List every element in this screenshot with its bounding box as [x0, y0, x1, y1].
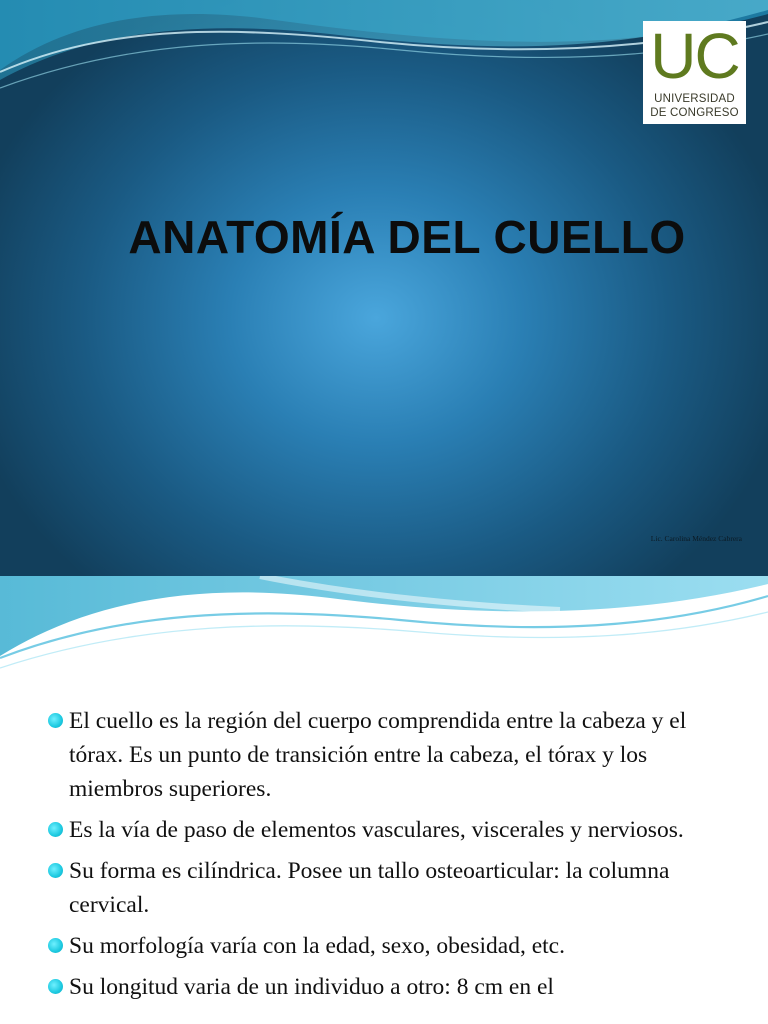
bullet-dot-icon	[48, 863, 63, 878]
bullet-dot-icon	[48, 979, 63, 994]
bullet-dot-icon	[48, 822, 63, 837]
list-item	[48, 813, 738, 847]
logo-line-1: UNIVERSIDAD	[654, 93, 735, 105]
bullet-dot-icon	[48, 713, 63, 728]
list-item	[48, 854, 738, 922]
bullet-list	[48, 704, 738, 1011]
slide-title: ANATOMÍA DEL CUELLO	[128, 211, 686, 263]
bullet-text: Es la vía de paso de elementos vasculares, viscerales y nerviosos.	[69, 817, 684, 843]
bullet-text: Su morfología varía con la edad, sexo, obesidad, etc.	[69, 933, 565, 959]
content-slide	[0, 576, 768, 1024]
bullet-text: Su forma es cilíndrica. Posee un tallo osteoarticular: la columna cervical.	[69, 858, 670, 918]
bullet-text: Su longitud varia de un individuo a otro: 8 cm en el	[69, 974, 554, 1000]
university-logo	[643, 21, 746, 124]
bullet-text: El cuello es la región del cuerpo comprendida entre la cabeza y el tórax. Es un punto de transición entre la cabeza, el tórax y los miembros superiores.	[69, 708, 687, 802]
logo-line-2: DE CONGRESO	[650, 107, 739, 119]
author-credit: Lic. Carolina Méndez Cabrera	[650, 534, 742, 543]
decorative-waves	[0, 576, 768, 686]
list-item	[48, 929, 738, 963]
list-item	[48, 970, 738, 1004]
bullet-dot-icon	[48, 938, 63, 953]
logo-mark: UC	[650, 20, 739, 92]
list-item	[48, 704, 738, 806]
